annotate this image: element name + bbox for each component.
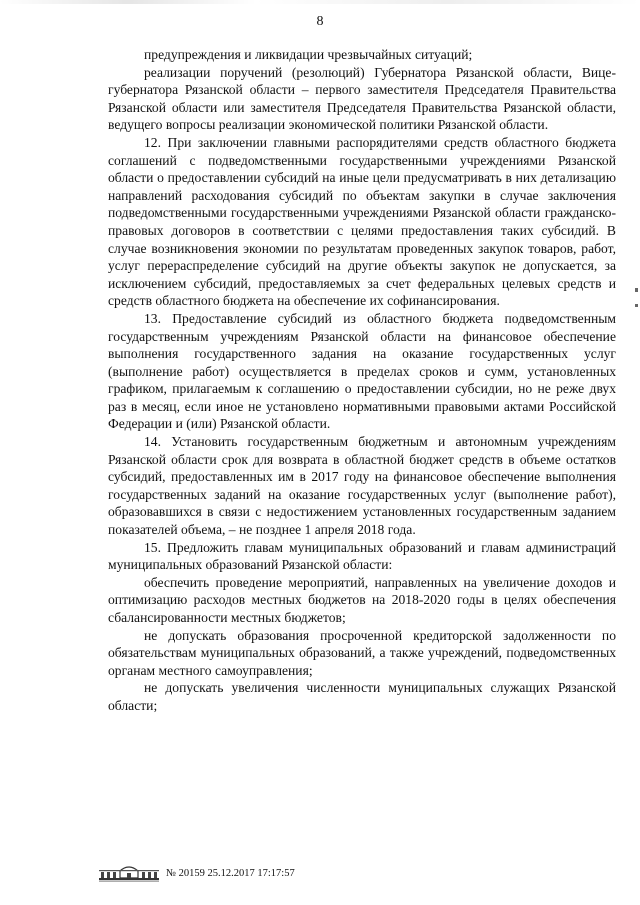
paragraph-2: реализации поручений (резолюций) Губернатора Рязанской области, Вице-губернатора Рязанской области – первого заместителя Председателя Правительства Рязанской области или заместителя Председателя Правительства Рязанской области, ведущего вопросы реализации экономической политики Рязанской области. [108, 64, 616, 133]
government-building-logo-icon [98, 864, 160, 882]
paragraph-9: не допускать увеличения численности муниципальных служащих Рязанской области; [108, 680, 616, 713]
paragraph-1: предупреждения и ликвидации чрезвычайных ситуаций; [144, 47, 473, 62]
margin-mark [635, 288, 638, 292]
page-number: 8 [316, 14, 324, 29]
margin-mark [635, 304, 638, 307]
paragraph-4: 13. Предоставление субсидий из областного бюджета подведомственным государственным учреждениям Рязанской области на финансовое обеспечение выполнения государственного задания на оказание государственных услуг (выполнение работ) осуществляется в пределах сроков и сумм, установленных графиком, прилагаемым к соглашению о предоставлении субсидии, но не реже двух раз в месяц, если иное не установлено нормативными правовыми актами Российской Федерации и (или) Рязанской области. [108, 310, 616, 432]
scan-edge-artifact [0, 0, 640, 4]
paragraph-6: 15. Предложить главам муниципальных образований и главам администраций муниципальных образований Рязанской области: [108, 539, 616, 573]
paragraph-3: 12. При заключении главными распорядителями средств областного бюджета соглашений с подведомственными государственными учреждениями Рязанской области о предоставлении субсидий на иные цели предусматривать в них детализацию направлений расходования субсидий по объектам закупки в случае заключения подведомственными государственными учреждениями Рязанской области гражданско-правовых договоров в соответствии с целями предоставления таких субсидий. В случае возникновения экономии по результатам проведенных закупок товаров, работ, услуг перераспределение субсидий на другие объекты закупок не допускается, за исключением субсидий, предоставляемых за счет федеральных целевых средств и средств областного бюджета на обеспечение их софинансирования. [108, 134, 616, 309]
paragraph-5: 14. Установить государственным бюджетным и автономным учреждениям Рязанской области срок для возврата в областной бюджет средств в объеме остатков субсидий, предоставленных им в 2017 году на финансовое обеспечение выполнения государственных заданий на оказание государственных услуг (выполнение работ), образовавшихся в связи с недостижением установленных государственным заданием показателей объема, – не позднее 1 апреля 2018 года. [108, 434, 616, 538]
document-body [108, 46, 616, 715]
stamp-text: № 20159 25.12.2017 17:17:57 [166, 868, 295, 879]
paragraph-8: не допускать образования просроченной кредиторской задолженности по обязательствам муниципальных образований, а также учреждений, подведомственных органам местного самоуправления; [108, 627, 616, 678]
paragraph-7: обеспечить проведение мероприятий, направленных на увеличение доходов и оптимизацию расходов местных бюджетов на 2018-2020 годы в целях обеспечения сбалансированности местных бюджетов; [108, 574, 616, 625]
registration-stamp [98, 864, 518, 882]
